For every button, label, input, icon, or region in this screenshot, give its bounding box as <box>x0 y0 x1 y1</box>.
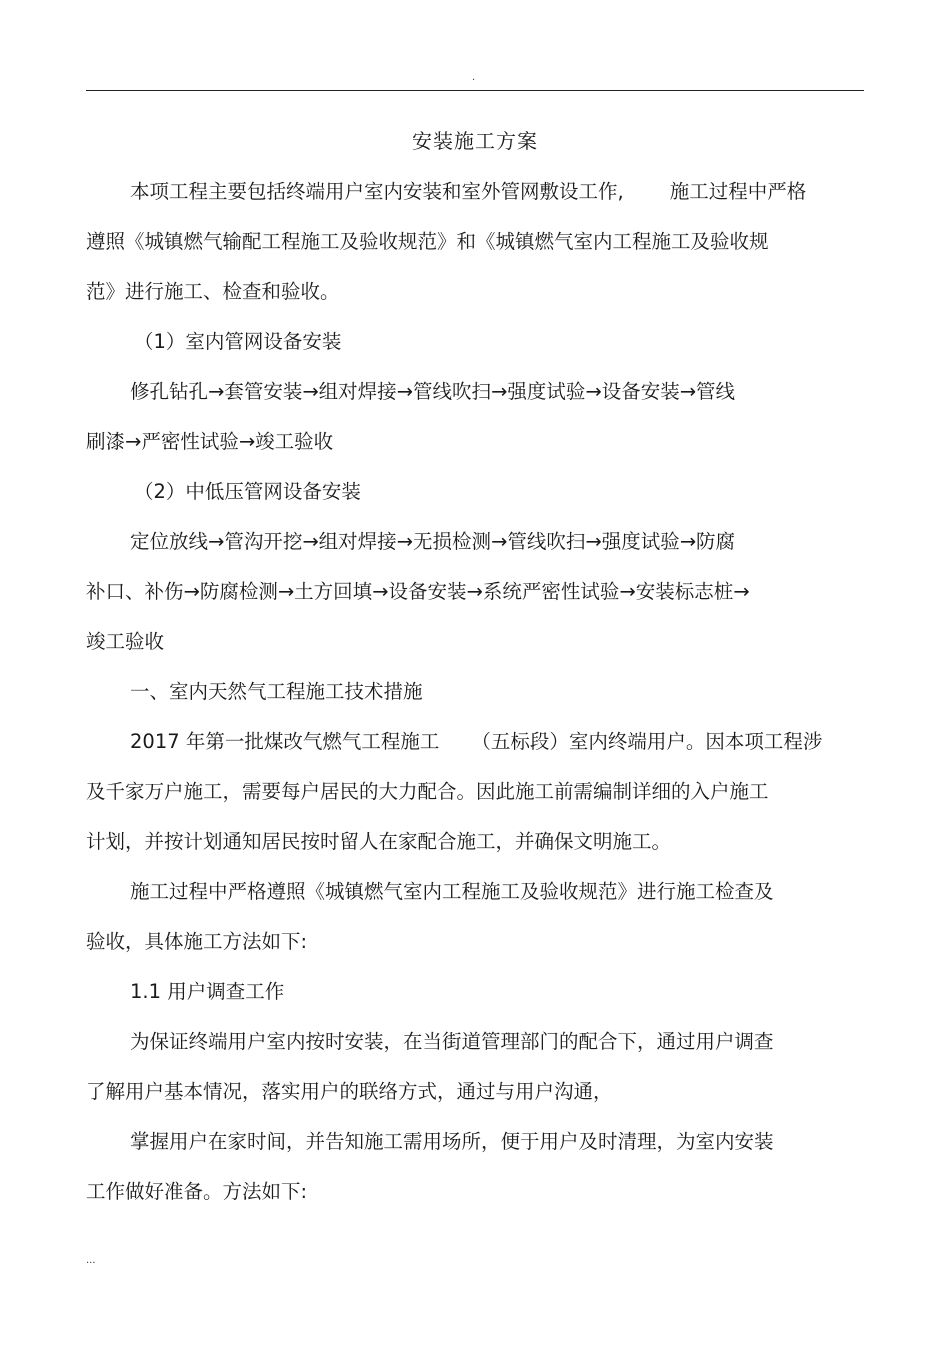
section-1-line-2: 刷漆→严密性试验→竣工验收 <box>86 430 334 453</box>
section-1-heading: （1）室内管网设备安装 <box>134 330 342 353</box>
header-mark: . <box>472 72 476 83</box>
paragraph-1-line-1 <box>130 728 822 756</box>
paragraph-1-line-1b: （五标段）室内终端用户。因本项工程涉 <box>471 730 823 753</box>
paragraph-1-line-2: 及千家万户施工，需要每户居民的大力配合。因此施工前需编制详细的入户施工 <box>86 780 769 803</box>
paragraph-4-line-2: 工作做好准备。方法如下: <box>86 1180 308 1203</box>
section-2-heading: （2）中低压管网设备安装 <box>134 480 361 503</box>
paragraph-1-line-3: 计划，并按计划通知居民按时留人在家配合施工，并确保文明施工。 <box>86 830 672 853</box>
paragraph-1-line-1a: 2017 年第一批煤改气燃气工程施工 <box>130 730 440 753</box>
section-2-line-2: 补口、补伤→防腐检测→土方回填→设备安装→系统严密性试验→安装标志桩→ <box>86 580 750 603</box>
section-2-line-3: 竣工验收 <box>86 630 165 653</box>
paragraph-3-line-1: 为保证终端用户室内按时安装，在当街道管理部门的配合下，通过用户调查 <box>130 1030 774 1053</box>
subsection-1-1-heading: 1.1 用户调查工作 <box>130 980 285 1003</box>
intro-line-1 <box>130 178 806 206</box>
header-rule <box>86 90 864 91</box>
section-1-line-1: 修孔钻孔→套管安装→组对焊接→管线吹扫→强度试验→设备安装→管线 <box>130 380 736 403</box>
paragraph-2-line-1: 施工过程中严格遵照《城镇燃气室内工程施工及验收规范》进行施工检查及 <box>130 880 774 903</box>
intro-line-2: 遵照《城镇燃气输配工程施工及验收规范》和《城镇燃气室内工程施工及验收规 <box>86 230 769 253</box>
paragraph-2-line-2: 验收，具体施工方法如下: <box>86 930 308 953</box>
intro-line-3: 范》进行施工、检查和验收。 <box>86 280 340 303</box>
document-title: 安装施工方案 <box>412 129 538 153</box>
paragraph-4-line-1: 掌握用户在家时间，并告知施工需用场所，便于用户及时清理，为室内安装 <box>130 1130 774 1153</box>
section-2-line-1: 定位放线→管沟开挖→组对焊接→无损检测→管线吹扫→强度试验→防腐 <box>130 530 736 553</box>
footer-mark: ... <box>86 1255 96 1266</box>
intro-line-1a: 本项工程主要包括终端用户室内安装和室外管网敷设工作, <box>130 180 624 203</box>
paragraph-3-line-2: 了解用户基本情况，落实用户的联络方式，通过与用户沟通， <box>86 1080 613 1103</box>
intro-line-1b: 施工过程中严格 <box>669 180 807 203</box>
chapter-1-heading: 一、室内天然气工程施工技术措施 <box>130 680 423 703</box>
